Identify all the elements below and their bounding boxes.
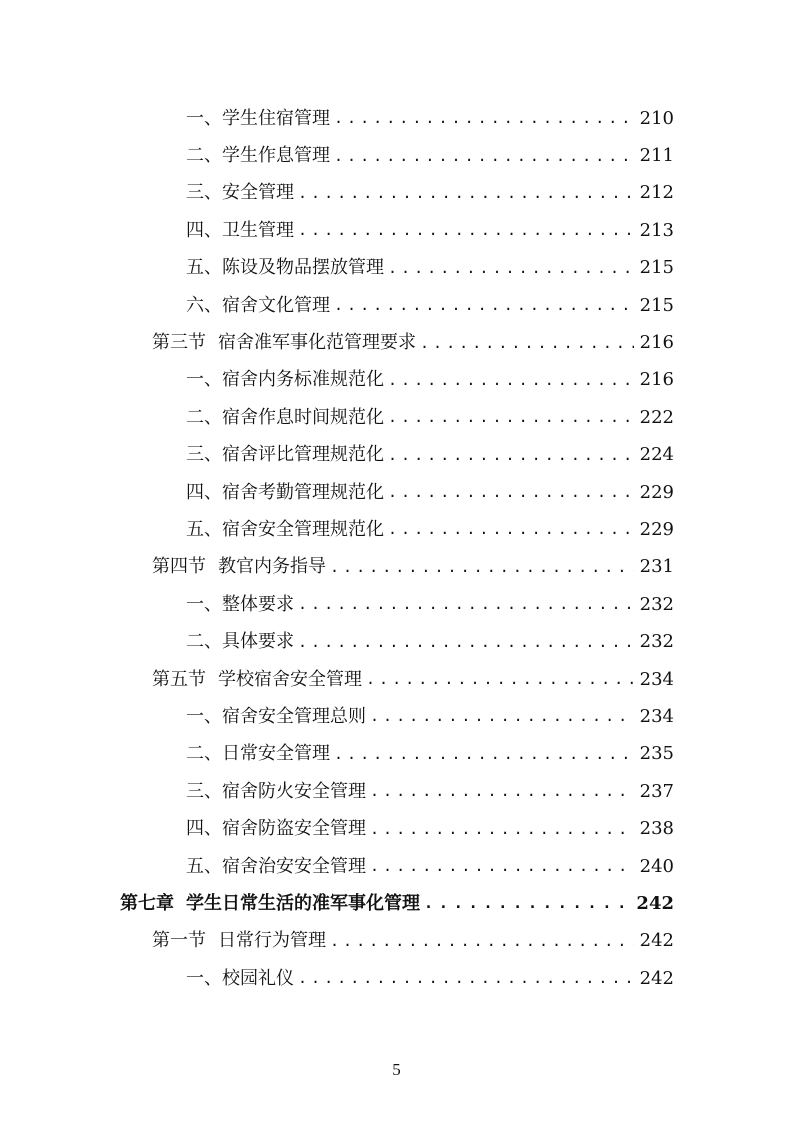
toc-page-number: 242: [639, 967, 674, 989]
dot-leader: [334, 149, 634, 164]
toc-entry-title: [186, 371, 384, 389]
toc-entry-title: [186, 780, 366, 802]
toc-subsection-entry[interactable]: [0, 810, 793, 847]
toc-entry-text: 学校宿舍安全管理: [218, 668, 362, 690]
toc-entry-text: 教官内务指导: [218, 556, 326, 578]
toc-entry-number: 第七章: [120, 892, 174, 914]
toc-page-number: 232: [639, 593, 674, 615]
toc-entry-text: 学生住宿管理: [222, 107, 330, 129]
dot-leader: [366, 672, 634, 687]
toc-page-number: 224: [639, 444, 674, 466]
toc-entry-text: 宿舍治安安全管理: [222, 855, 366, 877]
toc-page-number: 215: [639, 294, 674, 316]
dot-leader: [388, 448, 634, 463]
dot-leader: [334, 298, 634, 313]
toc-subsection-entry[interactable]: [0, 137, 793, 174]
toc-entry-text: 宿舍作息时间规范化: [222, 406, 384, 428]
toc-entry-title: [186, 633, 294, 651]
dot-leader: [388, 485, 634, 500]
dot-leader: [298, 186, 634, 201]
dot-leader: [424, 896, 630, 911]
toc-entry-title: [186, 294, 330, 316]
toc-entry-text: 宿舍考勤管理规范化: [222, 481, 384, 503]
toc-page-number: 211: [639, 145, 674, 167]
toc-subsection-entry[interactable]: [0, 848, 793, 885]
toc-entry-text: 日常行为管理: [218, 930, 326, 952]
dot-leader: [298, 223, 634, 238]
toc-entry-text: 宿舍安全管理规范化: [222, 518, 384, 540]
toc-subsection-entry[interactable]: [0, 399, 793, 436]
toc-entry-title: [152, 558, 326, 576]
toc-entry-text: 宿舍评比管理规范化: [222, 444, 384, 466]
toc-entry-number: 一、: [186, 967, 222, 989]
toc-entry-text: 陈设及物品摆放管理: [222, 257, 384, 279]
toc-chapter-entry[interactable]: [0, 885, 793, 922]
toc-entry-number: 四、: [186, 219, 222, 241]
toc-entry-number: 一、: [186, 369, 222, 391]
toc-entry-title: [186, 855, 366, 877]
page-number: 5: [392, 1060, 401, 1079]
toc-entry-text: 日常安全管理: [222, 743, 330, 765]
toc-page-number: 238: [639, 818, 674, 840]
toc-page-number: 212: [639, 182, 674, 204]
toc-entry-number: 二、: [186, 743, 222, 765]
dot-leader: [388, 373, 634, 388]
toc-subsection-entry[interactable]: [0, 175, 793, 212]
toc-entry-text: 宿舍内务标准规范化: [222, 369, 384, 391]
dot-leader: [370, 859, 634, 874]
toc-entry-number: 三、: [186, 182, 222, 204]
toc-entry-title: [186, 481, 384, 503]
dot-leader: [334, 111, 634, 126]
toc-entry-number: 二、: [186, 631, 222, 653]
toc-entry-text: 宿舍准军事化范管理要求: [218, 332, 416, 354]
toc-entry-number: 二、: [186, 145, 222, 167]
toc-entry-text: 宿舍文化管理: [222, 294, 330, 316]
toc-page-number: 242: [636, 892, 674, 914]
toc-entry-text: 校园礼仪: [222, 967, 294, 989]
table-of-contents: [0, 100, 793, 997]
toc-entry-text: 宿舍防盗安全管理: [222, 818, 366, 840]
toc-entry-text: 学生日常生活的准军事化管理: [186, 892, 420, 914]
toc-entry-text: 宿舍安全管理总则: [222, 705, 366, 727]
toc-entry-title: [186, 107, 330, 129]
toc-entry-number: 第一节: [152, 930, 206, 952]
toc-entry-number: 第三节: [152, 332, 206, 354]
toc-entry-text: 宿舍防火安全管理: [222, 780, 366, 802]
toc-entry-title: [152, 932, 326, 950]
toc-subsection-entry[interactable]: [0, 960, 793, 997]
toc-entry-text: 学生作息管理: [222, 145, 330, 167]
toc-entry-title: [152, 668, 362, 690]
toc-subsection-entry[interactable]: [0, 736, 793, 773]
toc-page-number: 229: [639, 518, 674, 540]
dot-leader: [388, 410, 634, 425]
toc-section-entry[interactable]: [0, 549, 793, 586]
toc-entry-number: 第五节: [152, 668, 206, 690]
toc-subsection-entry[interactable]: [0, 287, 793, 324]
toc-entry-number: 二、: [186, 406, 222, 428]
toc-subsection-entry[interactable]: [0, 362, 793, 399]
toc-entry-number: 三、: [186, 444, 222, 466]
dot-leader: [370, 784, 634, 799]
toc-entry-text: 安全管理: [222, 182, 294, 204]
toc-entry-title: [186, 745, 330, 763]
toc-entry-number: 五、: [186, 855, 222, 877]
toc-subsection-entry[interactable]: [0, 623, 793, 660]
toc-entry-text: 具体要求: [222, 631, 294, 653]
toc-section-entry[interactable]: [0, 324, 793, 361]
toc-entry-number: 第四节: [152, 556, 206, 578]
toc-page-number: 232: [639, 631, 674, 653]
toc-entry-number: 六、: [186, 294, 222, 316]
dot-leader: [298, 635, 634, 650]
toc-entry-title: [186, 446, 384, 464]
dot-leader: [330, 560, 634, 575]
toc-entry-title: [186, 820, 366, 838]
toc-entry-title: [186, 518, 384, 540]
toc-page-number: 235: [639, 743, 674, 765]
toc-page-number: 213: [639, 219, 674, 241]
toc-page-number: 216: [639, 332, 674, 354]
dot-leader: [334, 747, 634, 762]
toc-entry-title: [186, 259, 384, 277]
toc-entry-title: [152, 334, 416, 352]
dot-leader: [388, 261, 634, 276]
toc-page-number: 242: [639, 930, 674, 952]
toc-entry-text: 卫生管理: [222, 219, 294, 241]
toc-page-number: 240: [639, 855, 674, 877]
toc-entry-title: [186, 184, 294, 202]
toc-page-number: 234: [639, 668, 674, 690]
toc-entry-title: [186, 593, 294, 615]
toc-page-number: 222: [639, 406, 674, 428]
toc-page-number: 229: [639, 481, 674, 503]
toc-subsection-entry[interactable]: [0, 586, 793, 623]
toc-section-entry[interactable]: [0, 661, 793, 698]
toc-subsection-entry[interactable]: [0, 773, 793, 810]
dot-leader: [330, 934, 634, 949]
toc-section-entry[interactable]: [0, 923, 793, 960]
toc-entry-number: 五、: [186, 518, 222, 540]
dot-leader: [388, 522, 634, 537]
toc-subsection-entry[interactable]: [0, 212, 793, 249]
toc-entry-number: 四、: [186, 481, 222, 503]
toc-page-number: 215: [639, 257, 674, 279]
toc-entry-number: 一、: [186, 593, 222, 615]
toc-subsection-entry[interactable]: [0, 511, 793, 548]
toc-entry-text: 整体要求: [222, 593, 294, 615]
toc-entry-title: [186, 219, 294, 241]
toc-subsection-entry[interactable]: [0, 474, 793, 511]
toc-page-number: 231: [639, 556, 674, 578]
toc-entry-number: 四、: [186, 818, 222, 840]
dot-leader: [370, 709, 634, 724]
toc-entry-title: [186, 967, 294, 989]
toc-entry-title: [186, 705, 366, 727]
toc-entry-number: 一、: [186, 107, 222, 129]
toc-entry-number: 三、: [186, 780, 222, 802]
toc-subsection-entry[interactable]: [0, 437, 793, 474]
toc-page-number: 216: [639, 369, 674, 391]
toc-entry-number: 一、: [186, 705, 222, 727]
dot-leader: [298, 971, 634, 986]
toc-page-number: 210: [639, 107, 674, 129]
toc-subsection-entry[interactable]: [0, 100, 793, 137]
dot-leader: [370, 822, 634, 837]
toc-page-number: 237: [639, 780, 674, 802]
toc-entry-number: 五、: [186, 257, 222, 279]
toc-entry-title: [186, 406, 384, 428]
toc-entry-title: [120, 892, 420, 914]
dot-leader: [298, 597, 634, 612]
toc-page-number: 234: [639, 705, 674, 727]
dot-leader: [420, 336, 634, 351]
toc-subsection-entry[interactable]: [0, 250, 793, 287]
toc-entry-title: [186, 147, 330, 165]
toc-subsection-entry[interactable]: [0, 698, 793, 735]
